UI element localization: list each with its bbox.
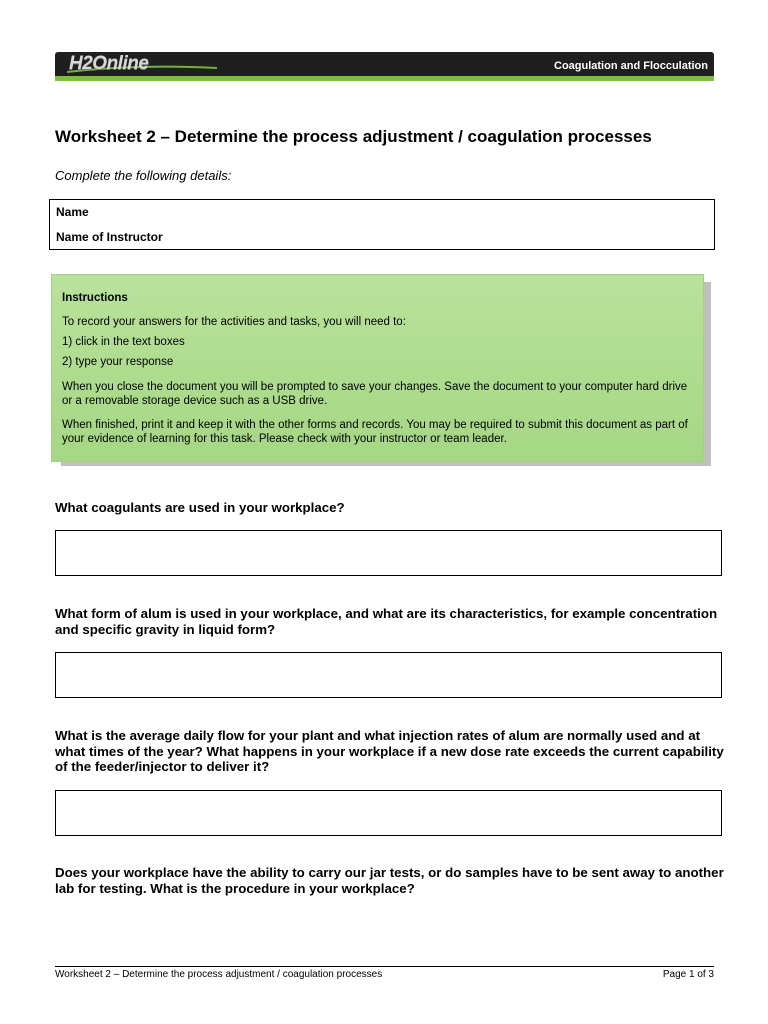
page-number: Page 1 of 3: [662, 969, 714, 980]
section-title: Coagulation and Flocculation: [554, 60, 708, 72]
instructor-field-label[interactable]: Name of Instructor: [56, 230, 163, 244]
details-box: [49, 199, 715, 250]
question-4: Does your workplace have the ability to carry our jar tests, or do samples have to be sent away to another lab for testing. What is the procedure in your workplace?: [55, 865, 724, 896]
answer-box-1[interactable]: [55, 530, 722, 576]
logo: H2Online: [69, 53, 149, 74]
footer-title: Worksheet 2 – Determine the process adjustment / coagulation processes: [55, 969, 383, 980]
question-2: What form of alum is used in your workplace, and what are its characteristics, for example concentration and specific gravity in liquid form?: [55, 606, 718, 637]
instructions-step: 1) click in the text boxes: [62, 336, 185, 348]
question-3: What is the average daily flow for your plant and what injection rates of alum are normally used and at what times of the year? What happens in your workplace if a new dose rate exceeds the current capability of the feeder/injector to deliver it?: [55, 728, 724, 774]
instructions-step: 2) type your response: [62, 356, 174, 368]
answer-box-2[interactable]: [55, 652, 722, 698]
footer-divider: [55, 966, 714, 967]
page-title: Worksheet 2 – Determine the process adjustment / coagulation processes: [55, 127, 652, 146]
name-field-label[interactable]: Name: [56, 205, 89, 219]
instructions-box: [51, 274, 704, 462]
subtitle: Complete the following details:: [55, 168, 232, 183]
header-accent-stripe: [55, 76, 714, 81]
header-bar: [55, 52, 714, 76]
answer-box-3[interactable]: [55, 790, 722, 836]
question-1: What coagulants are used in your workplace?: [55, 500, 345, 515]
instructions-heading: Instructions: [62, 292, 128, 304]
instructions-finish-note: When finished, print it and keep it with the other forms and records. You may be required to submit this document as part of your evidence of learning for this task. Please check with your instructor or team leader.: [62, 419, 688, 445]
instructions-intro: To record your answers for the activities and tasks, you will need to:: [62, 316, 406, 328]
instructions-save-note: When you close the document you will be prompted to save your changes. Save the document to your computer hard drive or a removable storage device such as a USB drive.: [62, 381, 688, 407]
